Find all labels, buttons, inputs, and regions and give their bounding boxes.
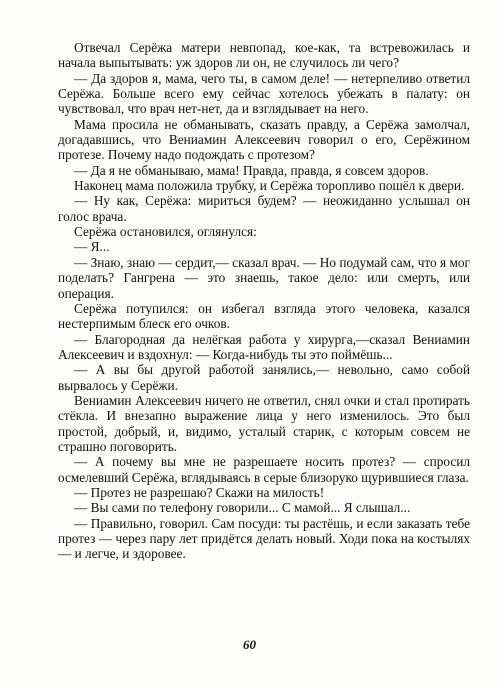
paragraph: — Вы сами по телефону говорили... С мамой... Я слышал... bbox=[74, 500, 411, 516]
paragraph: Серёжа остановился, оглянулся: bbox=[74, 224, 257, 240]
paragraph: Серёжа потупился: он избегал взгляда этого человека, казался нестерпимым блеск его очков. bbox=[58, 300, 470, 332]
paragraph: — Протез не разрешаю? Скажи на милость! bbox=[74, 484, 325, 500]
paragraph: — Да я не обманываю, мама! Правда, правда, я совсем здоров. bbox=[74, 162, 429, 178]
paragraph: — Ну как, Серёжа: мириться будем? — неожиданно услышал он голос врача. bbox=[58, 193, 470, 224]
page-text bbox=[58, 40, 470, 562]
paragraph: — А вы бы другой работой занялись,— невольно, само собой вырвалось у Серёжи. bbox=[58, 362, 470, 393]
paragraph: Мама просила не обманывать, сказать правду, а Серёжа замолчал, догадавшись, что Вениамин Алексеевич говорил о его, Серёжином протезе. Почему надо подождать с протезом? bbox=[58, 116, 470, 163]
paragraph: Наконец мама положила трубку, и Серёжа торопливо пошёл к двери. bbox=[74, 178, 465, 194]
paragraph: — Да здоров я, мама, чего ты, в самом деле! — нетерпеливо ответил Серёжа. Больше всего ему сейчас хотелось убежать в палату: он чувствовал, что врач нет-нет, да и взглядывает на него. bbox=[58, 70, 470, 117]
paragraph: — Я... bbox=[74, 239, 110, 255]
page-number: 60 bbox=[243, 637, 256, 652]
paragraph: Вениамин Алексеевич ничего не ответил, снял очки и стал протирать стёкла. И внезапно выражение лица у него изменилось. Это был простой, добрый, и, видимо, усталый старик, с которым совсем не страшно поговорить. bbox=[58, 392, 470, 454]
paragraph: — Благородная да нелёгкая работа у хирурга,—сказал Вениамин Алексеевич и вздохнул: — Когда-нибудь ты это поймёшь... bbox=[58, 331, 470, 362]
paragraph: — Правильно, говорил. Сам посуди: ты растёшь, и если заказать тебе протез — через пару лет придётся делать новый. Ходи пока на костылях — и легче, и здоровее. bbox=[58, 515, 470, 562]
paragraph: Отвечал Серёжа матери невпопад, кое-как, та встревожилась и начала выпытывать: уж здоров ли он, не случилось ли чего? bbox=[58, 40, 470, 71]
paragraph: — Знаю, знаю — сердит,— сказал врач. — Но подумай сам, что я мог поделать? Гангрена — это знаешь, такое дело: или смерть, или операция. bbox=[58, 254, 470, 301]
paragraph: — А почему вы мне не разрешаете носить протез? — спросил осмелевший Серёжа, вглядываясь в серые близоруко щурившиеся глаза. bbox=[58, 454, 470, 485]
